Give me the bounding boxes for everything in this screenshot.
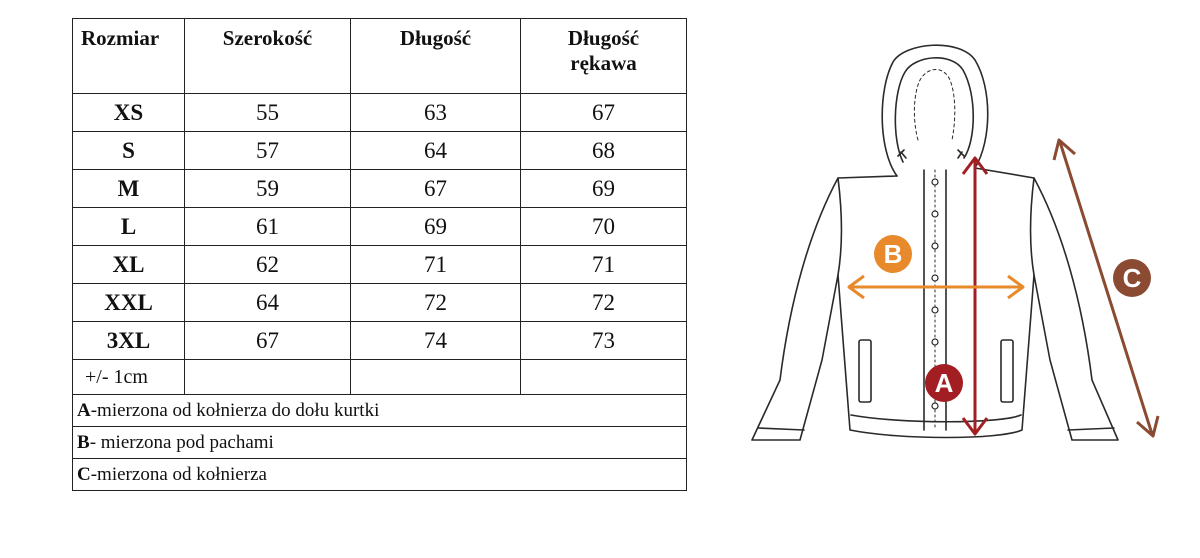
note-text: -mierzona od kołnierza do dołu kurtki [90,399,380,421]
note-text: -mierzona od kołnierza [90,463,267,485]
sleeve-cell: 67 [521,94,687,132]
sleeve-cell: 71 [521,246,687,284]
header-sleeve-text: Długość rękawa [567,26,640,75]
table-row [73,284,687,322]
note-text: - mierzona pod pachami [89,431,274,453]
snap-button [932,403,938,409]
length-cell: 69 [351,208,521,246]
snap-button [932,339,938,345]
width-cell: 64 [185,284,351,322]
note-b [73,427,687,459]
width-cell: 67 [185,322,351,360]
measure-c [1054,140,1158,436]
pocket-left [859,340,871,402]
length-cell: 64 [351,132,521,170]
table-row [73,322,687,360]
table-row [73,246,687,284]
empty-cell [351,360,521,395]
hem-band [851,415,1021,422]
note-a [73,395,687,427]
snap-button [932,179,938,185]
note-row [73,459,687,491]
size-cell: M [73,170,185,208]
length-cell: 67 [351,170,521,208]
jacket-diagram [745,30,1175,450]
width-cell: 55 [185,94,351,132]
badge-b-label: B [883,239,903,269]
empty-cell [521,360,687,395]
length-cell: 74 [351,322,521,360]
sleeve-cell: 68 [521,132,687,170]
note-letter: C [77,463,91,485]
width-cell: 57 [185,132,351,170]
cuff-left [758,428,804,430]
sleeve-cell: 73 [521,322,687,360]
hood-lining [914,70,954,141]
measure-a [925,158,987,434]
width-cell: 59 [185,170,351,208]
width-cell: 62 [185,246,351,284]
note-letter: B [77,431,90,453]
snap-button [932,211,938,217]
sleeve-cell: 70 [521,208,687,246]
size-cell: XXL [73,284,185,322]
sleeve-seam-left [838,178,841,275]
header-length: Długość [351,19,521,94]
snap-button [932,307,938,313]
size-cell: XL [73,246,185,284]
size-cell: S [73,132,185,170]
table-row [73,132,687,170]
tolerance-row [73,360,687,395]
header-width: Szerokość [185,19,351,94]
table-row [73,170,687,208]
table-row [73,94,687,132]
note-row [73,395,687,427]
hood-inner [895,58,973,162]
length-cell: 71 [351,246,521,284]
note-c [73,459,687,491]
table-row [73,208,687,246]
snap-button [932,275,938,281]
tolerance-cell: +/- 1cm [73,360,185,395]
sleeve-cell: 72 [521,284,687,322]
note-row [73,427,687,459]
size-cell: 3XL [73,322,185,360]
empty-cell [185,360,351,395]
badge-c-label: C [1122,263,1142,293]
header-size: Rozmiar [73,19,185,94]
note-letter: A [77,399,91,421]
length-cell: 63 [351,94,521,132]
snap-button [932,243,938,249]
header-sleeve-length [521,19,687,94]
drawcord-right [958,150,964,158]
width-cell: 61 [185,208,351,246]
size-cell: XS [73,94,185,132]
size-table [72,18,687,491]
sleeve-seam-right [1031,178,1034,275]
size-cell: L [73,208,185,246]
cuff-right [1068,428,1114,430]
length-cell: 72 [351,284,521,322]
badge-a-label: A [934,368,954,398]
pocket-right [1001,340,1013,402]
sleeve-cell: 69 [521,170,687,208]
table-header-row [73,19,687,94]
